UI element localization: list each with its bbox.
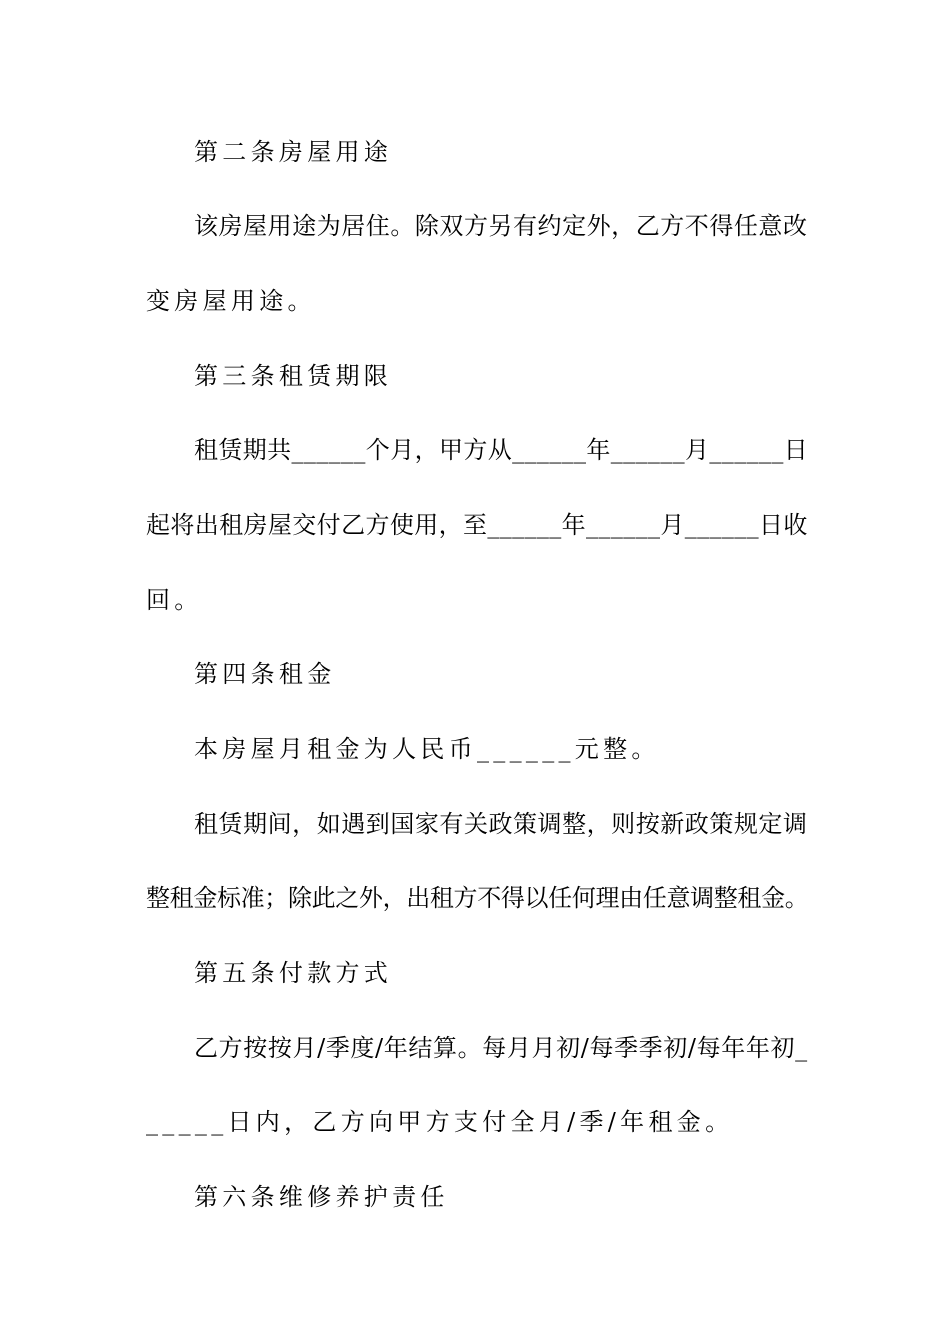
- paragraph-line: 该房屋用途为居住。除双方另有约定外，乙方不得任意改: [194, 212, 808, 240]
- paragraph-line: _____日内，乙方向甲方支付全月/季/年租金。: [146, 1108, 734, 1136]
- section-heading-5: 第五条付款方式: [194, 959, 393, 987]
- paragraph-line: 本房屋月租金为人民币______元整。: [194, 735, 660, 763]
- section-heading-3: 第三条租赁期限: [194, 362, 393, 390]
- section-heading-6: 第六条维修养护责任: [194, 1183, 449, 1211]
- paragraph-line: 整租金标准；除此之外，出租方不得以任何理由任意调整租金。: [146, 884, 809, 912]
- paragraph-line: 乙方按按月/季度/年结算。每月月初/每季季初/每年年初_: [194, 1034, 808, 1062]
- paragraph-line: 租赁期共______个月，甲方从______年______月______日: [194, 436, 809, 464]
- paragraph-line: 租赁期间，如遇到国家有关政策调整，则按新政策规定调: [194, 810, 808, 838]
- paragraph-line: 变房屋用途。: [146, 287, 316, 315]
- paragraph-line: 回。: [146, 586, 203, 614]
- paragraph-line: 起将出租房屋交付乙方使用，至______年______月______日收: [146, 511, 808, 539]
- section-heading-4: 第四条租金: [194, 660, 336, 688]
- section-heading-2: 第二条房屋用途: [194, 138, 393, 166]
